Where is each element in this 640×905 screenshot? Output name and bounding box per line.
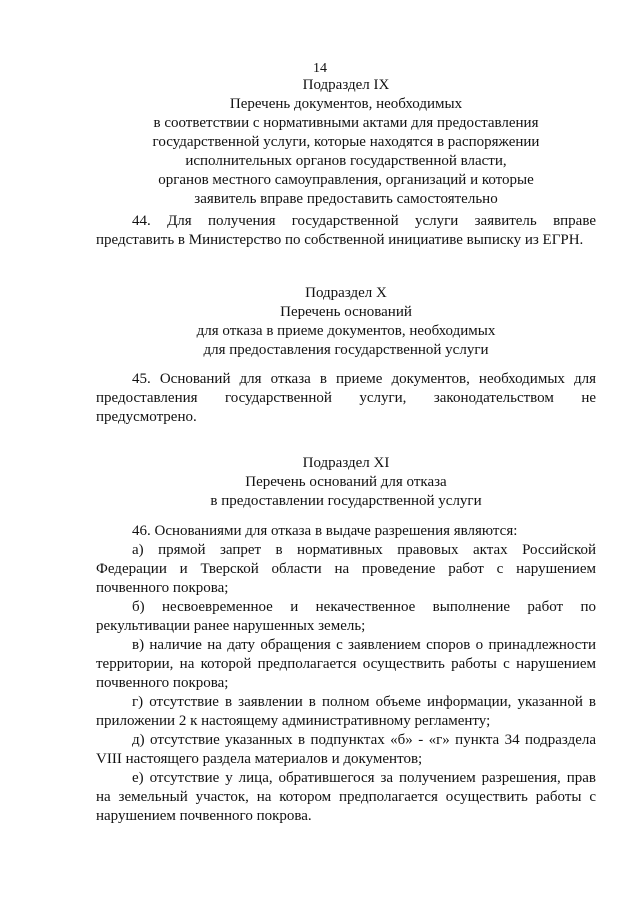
paragraph-line: на земельный участок, на котором предполагается осуществить работы с xyxy=(96,789,596,805)
paragraph-44 xyxy=(96,212,596,250)
heading-line: государственной услуги, которые находятся в распоряжении xyxy=(152,134,540,150)
heading-line: для отказа в приеме документов, необходимых xyxy=(196,323,496,339)
section-10-heading xyxy=(96,284,596,360)
paragraph-line: почвенного покрова; xyxy=(96,675,229,691)
paragraph-line: 46. Основаниями для отказа в выдаче разрешения являются: xyxy=(132,523,518,539)
section-9-heading xyxy=(96,76,596,209)
heading-line: Перечень документов, необходимых xyxy=(229,96,463,112)
list-item-g: г) отсутствие в заявлении в полном объеме информации, указанной в xyxy=(132,694,596,710)
list-item-a: а) прямой запрет в нормативных правовых актах Российской xyxy=(132,542,596,558)
paragraph-line: предусмотрено. xyxy=(96,409,197,425)
list-item-b: б) несвоевременное и некачественное выполнение работ по xyxy=(132,599,596,615)
heading-line: органов местного самоуправления, организаций и которые xyxy=(158,172,534,188)
paragraph-line: приложении 2 к настоящему административному регламенту; xyxy=(96,713,491,729)
heading-line: Подраздел X xyxy=(305,285,387,301)
heading-line: исполнительных органов государственной власти, xyxy=(185,153,507,169)
list-item-e: е) отсутствие у лица, обратившегося за получением разрешения, прав xyxy=(132,770,596,786)
heading-line: заявитель вправе предоставить самостоятельно xyxy=(194,191,498,207)
heading-line: Подраздел XI xyxy=(302,455,390,471)
paragraph-line: предоставления государственной услуги, законодательством не xyxy=(96,390,596,406)
heading-line: Перечень оснований xyxy=(280,304,412,320)
paragraph-line: Федерации и Тверской области на проведение работ с нарушением xyxy=(96,561,596,577)
paragraph-line: 45. Оснований для отказа в приеме документов, необходимых для xyxy=(132,371,596,387)
list-item-v: в) наличие на дату обращения с заявлением споров о принадлежности xyxy=(132,637,596,653)
paragraph-46 xyxy=(96,522,596,826)
list-item-d: д) отсутствие указанных в подпунктах «б» - «г» пункта 34 подраздела xyxy=(132,732,596,748)
heading-line: для предоставления государственной услуги xyxy=(203,342,489,358)
paragraph-line: почвенного покрова; xyxy=(96,580,229,596)
paragraph-line: 44. Для получения государственной услуги заявитель вправе xyxy=(132,213,596,229)
section-11-heading xyxy=(96,454,596,511)
paragraph-line: VIII настоящего раздела материалов и документов; xyxy=(96,751,423,767)
heading-line: Перечень оснований для отказа xyxy=(245,474,447,490)
heading-line: в предоставлении государственной услуги xyxy=(210,493,482,509)
page-number: 14 xyxy=(313,61,327,76)
paragraph-line: территории, на которой предполагается осуществить работы с нарушением xyxy=(96,656,596,672)
paragraph-line: нарушением почвенного покрова. xyxy=(96,808,312,824)
paragraph-45 xyxy=(96,370,596,427)
paragraph-line: рекультивации ранее нарушенных земель; xyxy=(96,618,366,634)
heading-line: Подраздел IX xyxy=(302,77,390,93)
heading-line: в соответствии с нормативными актами для предоставления xyxy=(153,115,539,131)
paragraph-line: представить в Министерство по собственной инициативе выписку из ЕГРН. xyxy=(96,232,584,248)
